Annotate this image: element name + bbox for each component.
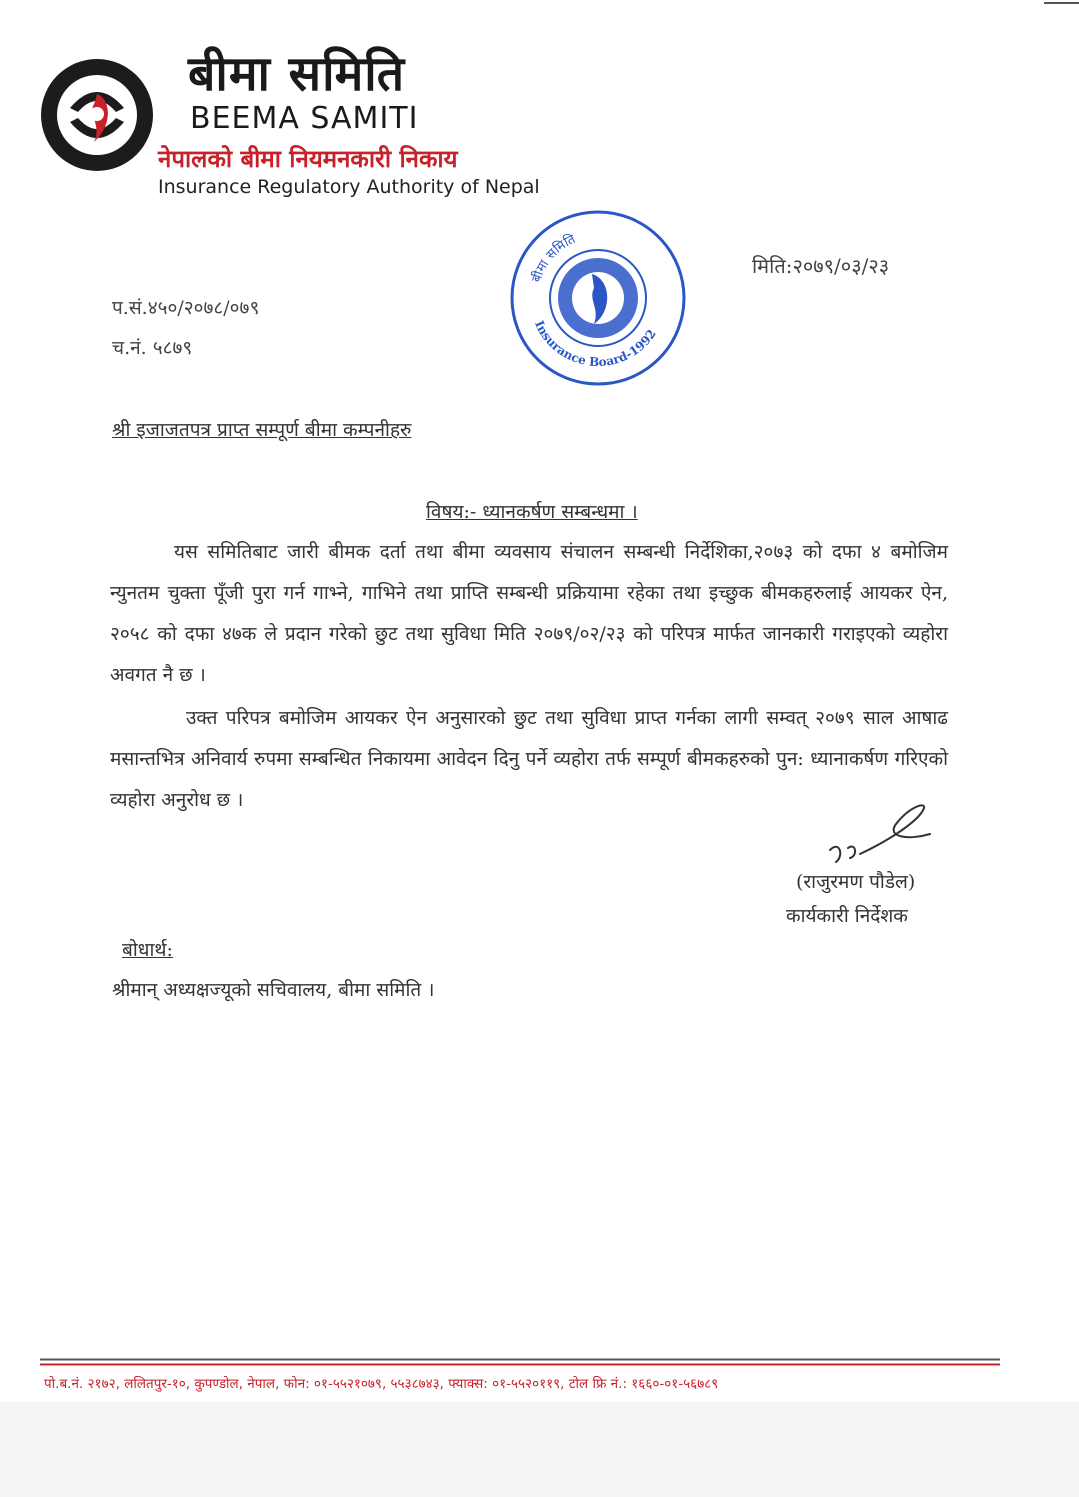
body-paragraph-2: उक्त परिपत्र बमोजिम आयकर ऐन अनुसारको छुट तथा सुविधा प्राप्त गर्नका लागी सम्वत् २०७९ साल आषाढ मसान्तभित्र अनिवार्य रुपमा सम्बन्धित निकायमा आवेदन दिनु पर्ने व्यहोरा तर्फ सम्पूर्ण बीमकहरुको पुन: ध्यानाकर्षण गरिएको व्यहोरा अनुरोध छ । [110,707,948,811]
brand-name-english: BEEMA SAMITI [190,101,419,136]
seal-top-text: बीमा समिति [529,231,578,285]
beema-samiti-logo-icon [38,56,156,174]
brand-name-nepali: बीमा समिति [188,46,406,102]
bottom-margin [0,1402,1079,1497]
body-paragraph-1: यस समितिबाट जारी बीमक दर्ता तथा बीमा व्यवसाय संचालन सम्बन्धी निर्देशिका,२०७३ को दफा ४ बमोजिम न्युनतम चुक्ता पूँजी पुरा गर्न गाभ्ने, गाभिने तथा प्राप्ति सम्बन्धी प्रक्रियामा रहेका तथा इच्छुक बीमकहरुलाई आयकर ऐन, २०५८ को दफा ४७क ले प्रदान गरेको छुट तथा सुविधा मिति २०७९/०२/२३ को परिपत्र मार्फत जानकारी गराइएको व्यहोरा अवगत नै छ । [110,541,949,686]
reference-number: प.सं.४५०/२०७८/०७९ [112,297,260,319]
addressee: श्री इजाजतपत्र प्राप्त सम्पूर्ण बीमा कम्पनीहरु [112,419,412,441]
dispatch-number: च.नं. ५८७९ [112,337,193,359]
insurance-board-seal-icon [508,208,688,388]
footer-rule [40,1358,1000,1367]
letter-date: मिति:२०७९/०३/२३ [752,254,890,278]
edge-mark [1044,2,1079,4]
seal-bottom-text: Insurance Board-1992 [531,318,659,370]
cc-label: बोधार्थ: [122,939,173,961]
footer-contact: पो.ब.नं. २१७२, ललितपुर-१०, कुपण्डोल, नेपाल, फोन: ०१-५५२१०७९, ५५३८७४३, फ्याक्स: ०१-५५२०११९, टोल फ्रि नं.: १६६०-०१-५६७८९ [44,1376,719,1392]
tagline-nepali: नेपालको बीमा नियमनकारी निकाय [158,145,458,173]
subject-line: विषय:- ध्यानकर्षण सम्बन्धमा । [426,501,638,523]
signatory-name: (राजुरमण पौडेल) [796,871,916,893]
tagline-english: Insurance Regulatory Authority of Nepal [158,176,540,198]
signatory-title: कार्यकारी निर्देशक [786,905,908,927]
cc-recipient: श्रीमान् अध्यक्षज्यूको सचिवालय, बीमा समिति । [112,979,435,1001]
